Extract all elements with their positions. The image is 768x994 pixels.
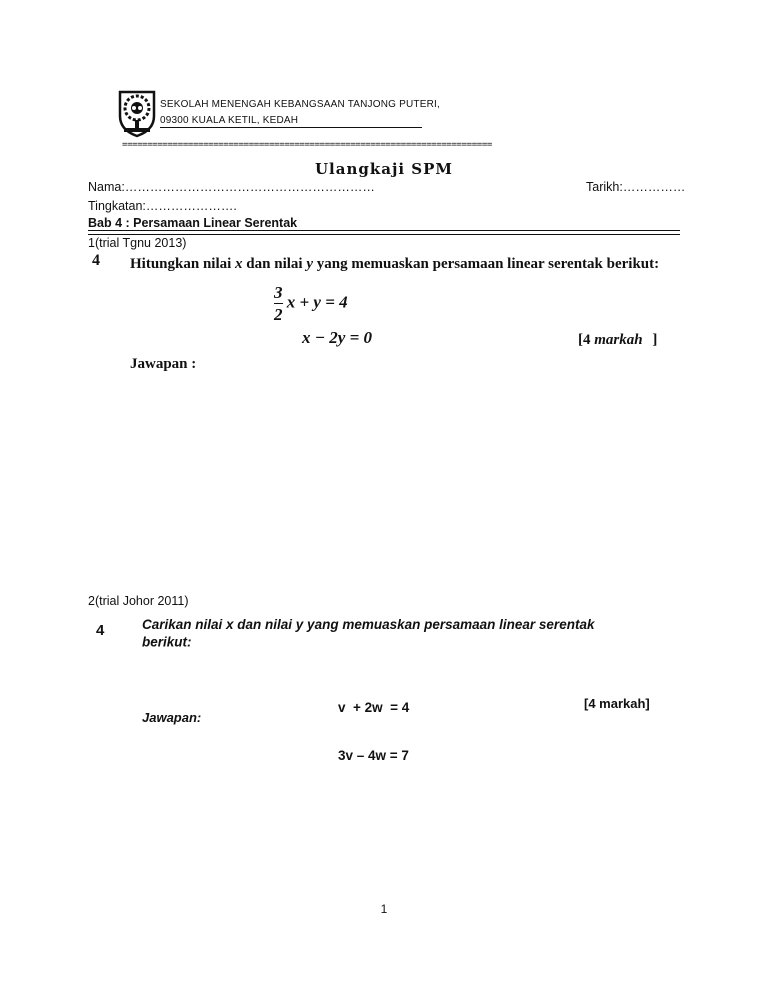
q1-marks-word: markah xyxy=(594,332,643,348)
q1-fraction-denominator: 2 xyxy=(274,305,283,324)
q1-prompt-text-c: yang memuaskan persamaan linear serentak berikut: xyxy=(316,256,660,272)
chapter-title: Bab 4 : Persamaan Linear Serentak xyxy=(88,216,298,230)
chapter-double-rule xyxy=(88,230,680,235)
q1-equation-2: x − 2y = 0 xyxy=(302,328,373,347)
q1-fraction-bar xyxy=(274,303,283,304)
q1-var-x: x xyxy=(235,256,243,272)
q2-prompt-line-1: Carikan nilai x dan nilai y yang memuaskan persamaan linear serentak xyxy=(142,616,595,632)
school-address: 09300 KUALA KETIL, KEDAH xyxy=(160,115,422,128)
q1-prompt xyxy=(130,256,659,273)
school-logo xyxy=(114,88,160,138)
q2-equation-1: v + 2w = 4 xyxy=(338,700,410,715)
page-number: 1 xyxy=(380,902,388,916)
q2-answer-label: Jawapan: xyxy=(142,710,202,725)
page-title: Ulangkaji SPM xyxy=(314,160,454,178)
school-name: SEKOLAH MENENGAH KEBANGSAAN TANJONG PUTERI, xyxy=(160,99,440,110)
date-field-label: Tarikh:…………… xyxy=(586,180,686,194)
q1-marks-close: ] xyxy=(652,332,658,348)
q1-answer-label: Jawapan : xyxy=(130,356,197,372)
q1-prompt-text-a: Hitungkan nilai xyxy=(130,256,232,272)
q1-equation-1 xyxy=(274,284,348,323)
name-field-label: Nama:…………………………………………………… xyxy=(88,180,375,194)
q1-equation-1-rest: x + y = 4 xyxy=(286,292,348,312)
q1-marks-open: [4 xyxy=(578,332,591,348)
q1-marks xyxy=(578,332,657,349)
q2-source: 2(trial Johor 2011) xyxy=(88,594,189,608)
q2-prompt-line-2: berikut: xyxy=(142,634,192,650)
q1-number: 4 xyxy=(92,252,100,269)
q2-equation-2: 3v – 4w = 7 xyxy=(338,748,409,763)
q1-fraction-numerator: 3 xyxy=(274,283,283,302)
class-field-label: Tingkatan:…………………. xyxy=(88,199,237,213)
q1-source: 1(trial Tgnu 2013) xyxy=(88,236,187,250)
q2-marks: [4 markah] xyxy=(584,696,650,711)
equals-rule: ========================================================================= xyxy=(122,140,492,150)
q2-equations xyxy=(338,668,409,780)
q2-number: 4 xyxy=(96,622,105,639)
q1-prompt-text-b: dan nilai xyxy=(246,256,303,272)
q1-fraction xyxy=(274,284,283,323)
q1-var-y: y xyxy=(306,256,313,272)
q2-prompt xyxy=(142,615,594,651)
